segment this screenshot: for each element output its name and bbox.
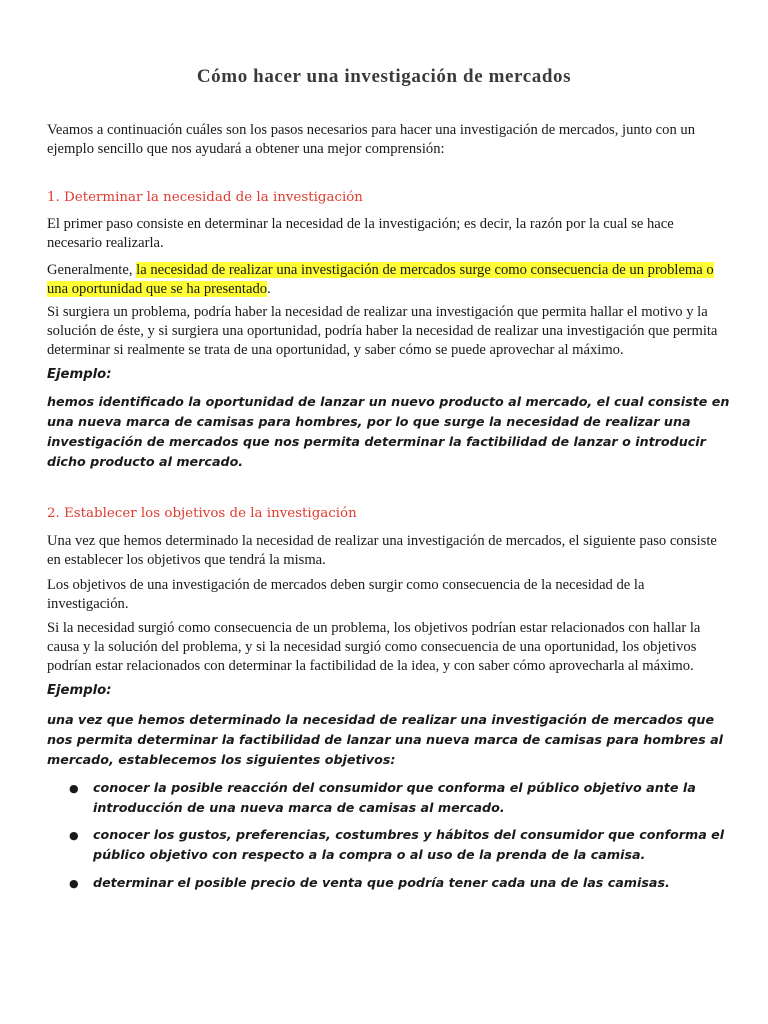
section-2-paragraph-2: Los objetivos de una investigación de mercados deben surgir como consecuencia de la necesidad de la investigación. (47, 577, 645, 612)
intro-paragraph: Veamos a continuación cuáles son los pasos necesarios para hacer una investigación de mercados, junto con un ejemplo sencillo que nos ayudará a obtener una mejor comprensión: (47, 122, 695, 157)
highlighted-text: la necesidad de realizar una investigación de mercados surge como consecuencia de un problema o una oportunidad que se ha presentado (47, 262, 714, 297)
section-1-paragraph-3: Si surgiera un problema, podría haber la necesidad de realizar una investigación que permita hallar el motivo y la solución de éste, y si surgiera una oportunidad, podría haber la necesidad de realizar una investigación que permita determinar si realmente se trata de una oportunidad, y saber cómo se puede aprovechar al máximo. (47, 304, 718, 358)
section-2-heading: 2. Establecer los objetivos de la investigación (47, 506, 357, 521)
section-2-example-text: una vez que hemos determinado la necesidad de realizar una investigación de mercados que nos permita determinar la factibilidad de lanzar una nueva marca de camisas para hombres al mercado, establecemos los siguientes objetivos: (47, 712, 724, 767)
document-title: Cómo hacer una investigación de mercados (196, 66, 572, 87)
list-item-text: conocer los gustos, preferencias, costumbres y hábitos del consumidor que conforma el público objetivo con respecto a la compra o al uso de la prenda de la camisa. (93, 827, 725, 862)
bullet-icon: ● (69, 877, 79, 890)
section-2-paragraph-3: Si la necesidad surgió como consecuencia de un problema, los objetivos podrían estar relacionados con hallar la causa y la solución del problema, y si la necesidad surgió como consecuencia de una oportunidad, los objetivos podrían estar relacionados con determinar la factibilidad de la idea, y con saber cómo aprovecharla al máximo. (47, 620, 701, 674)
section-1-example-text: hemos identificado la oportunidad de lanzar un nuevo producto al mercado, el cual consiste en una nueva marca de camisas para hombres, por lo que surge la necesidad de realizar una investigación de mercados que nos permita determinar la factibilidad de lanzar o introducir dicho producto al mercado. (47, 394, 730, 469)
section-1-paragraph-1: El primer paso consiste en determinar la necesidad de la investigación; es decir, la razón por la cual se hace necesario realizarla. (47, 216, 674, 251)
section-2-example-label: Ejemplo: (47, 683, 112, 698)
section-1-paragraph-2 (47, 261, 727, 299)
bullet-icon: ● (69, 829, 79, 842)
section-1-example-label: Ejemplo: (47, 367, 112, 382)
list-item-text: conocer la posible reacción del consumidor que conforma el público objetivo ante la introducción de una nueva marca de camisas al mercado. (93, 780, 696, 815)
section-1-heading: 1. Determinar la necesidad de la investigación (47, 190, 363, 205)
bullet-icon: ● (69, 782, 79, 795)
list-item-text: determinar el posible precio de venta que podría tener cada una de las camisas. (93, 875, 670, 890)
paragraph-2-suffix: . (267, 281, 271, 297)
section-2-paragraph-1: Una vez que hemos determinado la necesidad de realizar una investigación de mercados, el siguiente paso consiste en establecer los objetivos que tendrá la misma. (47, 533, 717, 568)
paragraph-2-prefix: Generalmente, (47, 262, 137, 278)
